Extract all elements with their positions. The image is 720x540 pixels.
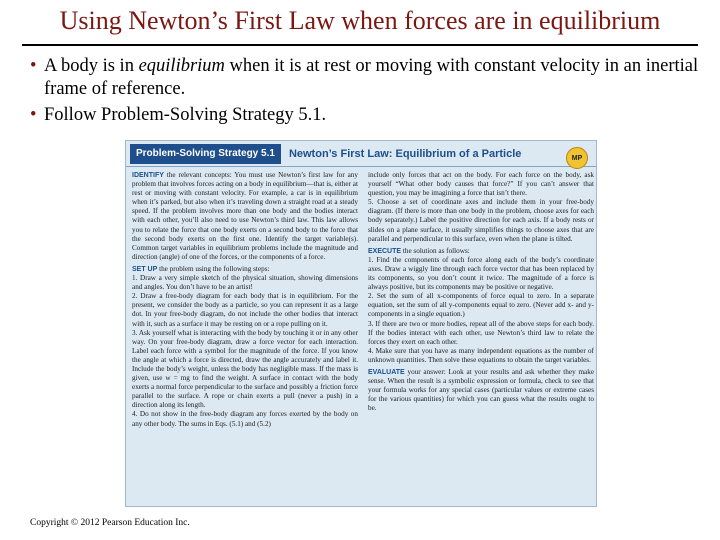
bullet-text-before: Follow Problem-Solving Strategy 5.1. bbox=[44, 105, 327, 125]
strategy-title: Newton’s First Law: Equilibrium of a Particle bbox=[288, 147, 522, 160]
bullet-item bbox=[30, 104, 700, 127]
evaluate-label: EVALUATE bbox=[368, 368, 405, 376]
bullet-glyph: • bbox=[30, 56, 37, 76]
setup-step: 3. Ask yourself what is interacting with the body by touching it or in any other way. On your free-body diagram, draw a force vector for each interaction. Label each force with a symbol for the magnitude of the force. If you know the angle at which a force is directed, draw the angle accurately and label it. Include the body’s weight, unless the body has negligible mass. If the mass is given, use w = mg to find the weight. A surface in contact with the body exerts a normal force perpendicular to the surface and possibly a friction force parallel to the surface. A rope or chain exerts a pull (never a push) in a direction along its length. bbox=[132, 328, 358, 410]
setup-text: the problem using the following steps: bbox=[159, 264, 270, 273]
execute-step: 1. Find the components of each force along each of the body’s coordinate axes. Draw a wiggly line through each force vector that has been replaced by its components, so you don’t count it twice. The magnitude of a force is always positive, but its components may be positive or negative. bbox=[368, 255, 594, 292]
bullet-text-before: A body is in bbox=[44, 56, 139, 76]
identify-paragraph bbox=[132, 171, 358, 262]
bullet-item bbox=[30, 55, 700, 101]
strategy-header bbox=[126, 141, 596, 167]
mastering-physics-icon: MP bbox=[566, 147, 588, 169]
execute-step: 4. Make sure that you have as many independent equations as the number of unknown quantities. Then solve these equations to obtain the target variables. bbox=[368, 346, 594, 364]
execute-step: 3. If there are two or more bodies, repeat all of the above steps for each body. If the bodies interact with each other, use Newton’s third law to relate the forces they exert on each other. bbox=[368, 319, 594, 346]
bullet-text-after: when it is at rest or moving with constant velocity in an inertial frame of reference. bbox=[44, 56, 699, 99]
execute-label: EXECUTE bbox=[368, 247, 402, 255]
setup-step: 4. Do not show in the free-body diagram any forces exerted by the body on any other body. The sums in Eqs. (5.1) and (5.2) bbox=[132, 410, 358, 428]
strategy-right-column bbox=[368, 171, 594, 505]
setup-step: 5. Choose a set of coordinate axes and include them in your free-body diagram. (If there is more than one body in the problem, choose axes for each body separately.) Label the positive direction for each axis. If a body rests or slides on a plane surface, it usually simplifies things to choose axes that are parallel and perpendicular to this surface, even when the plane is tilted. bbox=[368, 198, 594, 243]
problem-solving-strategy-box bbox=[125, 140, 597, 507]
setup-step: 1. Draw a very simple sketch of the physical situation, showing dimensions and angles. You don’t have to be an artist! bbox=[132, 274, 358, 292]
strategy-tag: Problem-Solving Strategy 5.1 bbox=[130, 144, 281, 164]
execute-text: the solution as follows: bbox=[402, 246, 470, 255]
bullet-glyph: • bbox=[30, 105, 37, 125]
bullet-list bbox=[30, 55, 700, 130]
slide-title: Using Newton’s First Law when forces are in equilibrium bbox=[59, 6, 661, 35]
copyright-notice: Copyright © 2012 Pearson Education Inc. bbox=[30, 518, 190, 528]
setup-step: 2. Draw a free-body diagram for each body that is in equilibrium. For the present, we consider the body as a particle, so you can represent it as a large dot. In your free-body diagram, do not include the other bodies that interact with it, such as a surface it may be resting on or a rope pulling on it. bbox=[132, 292, 358, 328]
identify-text: the relevant concepts: You must use Newton’s first law for any problem that involves forces acting on a body in equilibrium—that is, either at rest or moving with constant velocity. For example, a car is in equilibrium when it’s parked, but also when it’s traveling down a straight road at a steady speed. If the problem involves more than one body and the bodies interact with each other, you’ll also need to use Newton’s third law. This law allows you to relate the force that one body exerts on a second body to the force that the second body exerts on the first one. Identify the target variable(s). Common target variables in equilibrium problems include the magnitude and direction (angle) of one of the forces, or the components of a force. bbox=[132, 171, 358, 261]
strategy-columns bbox=[132, 171, 594, 505]
evaluate-paragraph bbox=[368, 368, 594, 413]
evaluate-text: your answer: Look at your results and ask whether they make sense. When the result is a symbolic expression or formula, check to see that your formula works for any special cases (particular values or extreme cases for the various quantities) for which you can guess what the results ought to be. bbox=[368, 367, 594, 413]
bullet-text-emphasis: equilibrium bbox=[138, 56, 225, 76]
strategy-left-column bbox=[132, 171, 358, 505]
continued-text: include only forces that act on the body. For each force on the body, ask yourself “What other body causes that force?” If you can’t answer that question, you may be imagining a force that isn’t there. bbox=[368, 171, 594, 198]
setup-paragraph bbox=[132, 265, 358, 274]
setup-label: SET UP bbox=[132, 265, 158, 273]
title-rule bbox=[22, 44, 698, 46]
execute-step: 2. Set the sum of all x-components of force equal to zero. In a separate equation, set the sum of all y-components equal to zero. (Never add x- and y-components in a single equation.) bbox=[368, 292, 594, 319]
execute-paragraph bbox=[368, 247, 594, 256]
identify-label: IDENTIFY bbox=[132, 172, 164, 179]
